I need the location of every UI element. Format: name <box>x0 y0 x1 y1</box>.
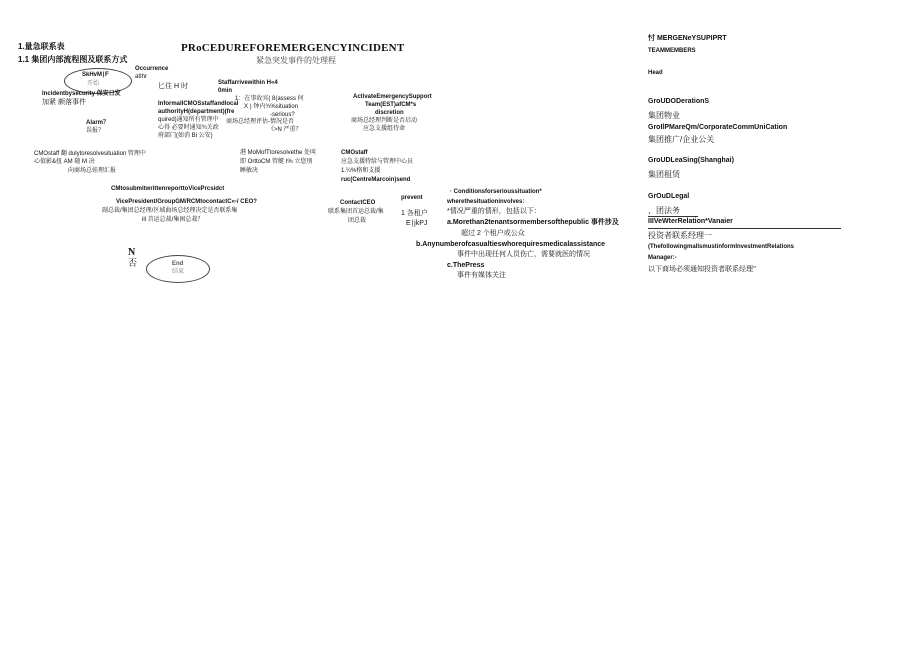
staff-arrive-zh-3: -serious? <box>270 112 295 118</box>
activate-3: discretion <box>375 110 404 116</box>
prevent-2: 1 各租户 <box>401 210 428 217</box>
est-title-1: 忖 MERGENeYSUPIPRT <box>648 35 727 42</box>
ir-notice-en-2: Manager:- <box>648 255 677 261</box>
occurrence-label-2: atIhr <box>135 74 148 80</box>
cmostaff-4: ruc(CentreMarcoin)send <box>341 177 411 183</box>
end-oval-label-zh: 结束 <box>172 269 185 275</box>
staff-arrive-label-2: 0min <box>218 88 233 94</box>
condition-a-zh: 超过 2 个租户或公众 <box>461 230 525 237</box>
condition-c-en: c.ThePress <box>447 262 485 269</box>
start-oval-label: SkHvM∣F <box>82 72 109 78</box>
contact-ceo-1: ContactCEO <box>340 200 376 206</box>
prevent-1: prevent <box>401 195 423 201</box>
activate-4: 商场总经理判断是否启动 <box>351 118 418 124</box>
activate-2: Team(EST)afCM*s <box>365 102 417 108</box>
inform-2: authorityH(department)(fre <box>158 109 235 115</box>
est-leasing-en: GroUDLeaSing(Shanghai) <box>648 157 734 164</box>
inform-3: quired)通知所有管理中 <box>158 117 219 123</box>
main-title: PRoCEDUREFOREMERGENCYINCIDENT <box>181 42 405 54</box>
end-oval-label: End <box>172 261 184 267</box>
staff-arrive-label: Staffarrivewithin H«4 <box>218 80 278 86</box>
est-ir-en: IIIVeWterRelation*Vanaier <box>648 218 733 225</box>
mom-resolve-3: 睡敏决 <box>240 168 259 174</box>
start-oval-label-zh: 开始 <box>87 81 100 87</box>
inform-5: 府部门(如消 Bi 公安) <box>158 133 213 139</box>
vp-decision-3: ill 首运总裁/集困总栽？ <box>142 217 204 223</box>
est-title-2: TEAMMEMBERS <box>648 48 696 54</box>
ir-notice-zh: 以下商场必须通知投资者联系经理” <box>648 265 757 273</box>
est-leasing-zh: 集团租赁 <box>648 170 680 179</box>
conditions-line-1: · Conditionsforserioussituation* <box>450 189 542 195</box>
condition-b-en: b.Anynumberofcasualtieswhorequiresmedicalassistance <box>416 241 606 248</box>
vp-decision-1: VicePresident/GroupGM/RCMtocontactC«-/ CEO? <box>116 199 257 205</box>
est-operations-en: GroUDODerationS <box>648 98 710 105</box>
mom-resolve-1: 港 MoMofTtoresolvethe 处叫 <box>240 150 317 156</box>
contact-ceo-3: 团总裁 <box>348 218 367 224</box>
no-label-zh: 否 <box>128 258 138 268</box>
est-legal-en: GrOuDLegal <box>648 193 690 200</box>
staff-arrive-zh-5: 《>N 严重？ <box>268 127 302 133</box>
alarm-label: Alarm？ <box>86 120 110 126</box>
activate-5: 应急支援组待命 <box>363 126 406 132</box>
staff-arrive-zh-2: X ) 钟内¾%situation <box>244 104 299 110</box>
section-heading: 1.量急联系表 <box>18 42 65 51</box>
seven-hours-label: 匕住 H 时 <box>158 83 188 90</box>
cmo-staff-resolve-3: 向商场总娃理汇报 <box>68 168 117 174</box>
ir-notice-en-1: (ThefollowingmallsmustinformInvestmentRelations <box>648 244 795 250</box>
cmostaff-2: 应急支援特给与管理中心员 <box>341 159 414 165</box>
vp-decision-2: 副总裁/集团总经理/区域曲场总经理决定是否联系集 <box>102 208 238 214</box>
est-legal-zh: ，团法务 <box>648 206 680 215</box>
est-ir-zh: 投资者联系经理一 <box>648 231 712 240</box>
condition-a-en <box>447 219 619 227</box>
submit-report-label: CMtosubmitwrittenreporttoVicePrcsidct <box>111 186 225 192</box>
conditions-line-3: *情况严重的情形，包括以下： <box>447 208 541 215</box>
main-title-chinese: 紧急突发事件的处理程 <box>256 56 336 65</box>
prevent-3: E∣jkPJ <box>406 220 428 227</box>
legal-underline <box>648 216 698 217</box>
contact-ceo-2: 联系集团首运总裁/集 <box>328 209 384 215</box>
end-oval <box>146 255 210 283</box>
activate-1: ActivateEmergencySupport <box>353 94 432 100</box>
est-operations-zh: 集团物业 <box>648 111 680 120</box>
ir-underline <box>648 228 841 229</box>
condition-a-en-text: a.Morethan2tenantsormembersofthepublic 事件涉及 <box>447 219 619 226</box>
condition-b-zh: 事件中出现任何人员伤亡，需要就医的情况 <box>457 251 590 258</box>
cmo-staff-resolve-1: CMOstaff 翻 dulytoresolvesituation 管理中 <box>34 151 146 157</box>
staff-arrive-zh-4: 商场总经理评估-情况是否 <box>226 119 294 125</box>
no-label-en: N <box>128 247 136 258</box>
incident-label-zh: 加紧 颇落事件 <box>42 99 86 106</box>
est-head: Head <box>648 70 663 76</box>
inform-4: 心得 必要时通知¾关政 <box>158 125 219 131</box>
cmostaff-3: 1.¼%格和支援 <box>341 168 381 174</box>
mom-resolve-2: 即 OrttoCM 管艇 I% 立您刖 <box>240 159 313 165</box>
conditions-line-2: wherethesituationinvolves: <box>447 199 525 205</box>
inform-1: InformalICMOSstaffandlocal <box>158 101 239 107</box>
alarm-label-zh: 误报？ <box>86 128 105 134</box>
condition-c-zh: 事件有媒体关注 <box>457 272 506 279</box>
cmo-staff-resolve-2: 心值影&扭 AM 随 M 决 <box>34 159 95 165</box>
cmostaff-1: CMOstaff <box>341 150 368 156</box>
staff-arrive-zh-1: 1：在事故宾( 8(assess 何 <box>235 96 304 102</box>
section-subheading: 1.1 集团内部流程图及联系方式 <box>18 55 128 64</box>
est-pr-zh: 集团推广/企业公关 <box>648 135 715 144</box>
est-pr-en: GroIlPMareQm/CorporateCommUniCation <box>648 124 788 131</box>
occurrence-label: Occurrence <box>135 66 169 72</box>
incident-label: Incidentbysecurity 保安日发 <box>42 91 121 97</box>
